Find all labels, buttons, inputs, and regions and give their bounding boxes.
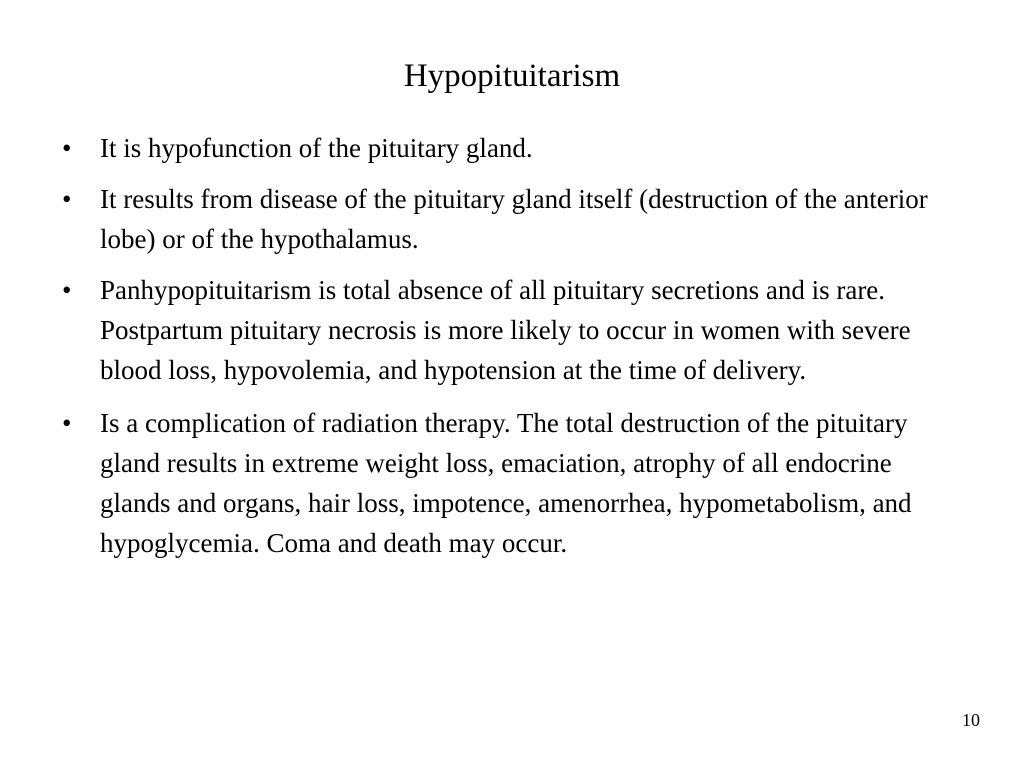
bullet-text: Is a complication of radiation therapy. The total destruction of the pituitary gland results in extreme weight loss, emaciation, atrophy of all endocrine glands and organs, hair loss, impotence, amenorrhea, hypometabolism, and hypoglycemia. Coma and death may occur.: [100, 408, 912, 558]
page-number: 10: [962, 710, 980, 730]
slide-title: Hypopituitarism: [403, 58, 621, 94]
bullet-text: Panhypopituitarism is total absence of all pituitary secretions and is rare. Postpartum pituitary necrosis is more likely to occur in women with severe blood loss, hypovolemia, and hypotension at the time of delivery.: [100, 275, 911, 385]
bullet-text: It results from disease of the pituitary gland itself (destruction of the anterior lobe) or of the hypothalamus.: [100, 184, 928, 254]
bullet-text: It is hypofunction of the pituitary gland.: [100, 133, 533, 163]
bullet-item: [0, 179, 960, 259]
bullet-list: [0, 128, 1024, 574]
bullet-marker: •: [62, 133, 72, 163]
bullet-marker: •: [62, 275, 72, 305]
bullet-marker: •: [62, 184, 72, 214]
bullet-item: [0, 270, 960, 390]
bullet-item: [0, 403, 960, 563]
bullet-marker: •: [62, 408, 72, 438]
bullet-item: [0, 128, 960, 168]
